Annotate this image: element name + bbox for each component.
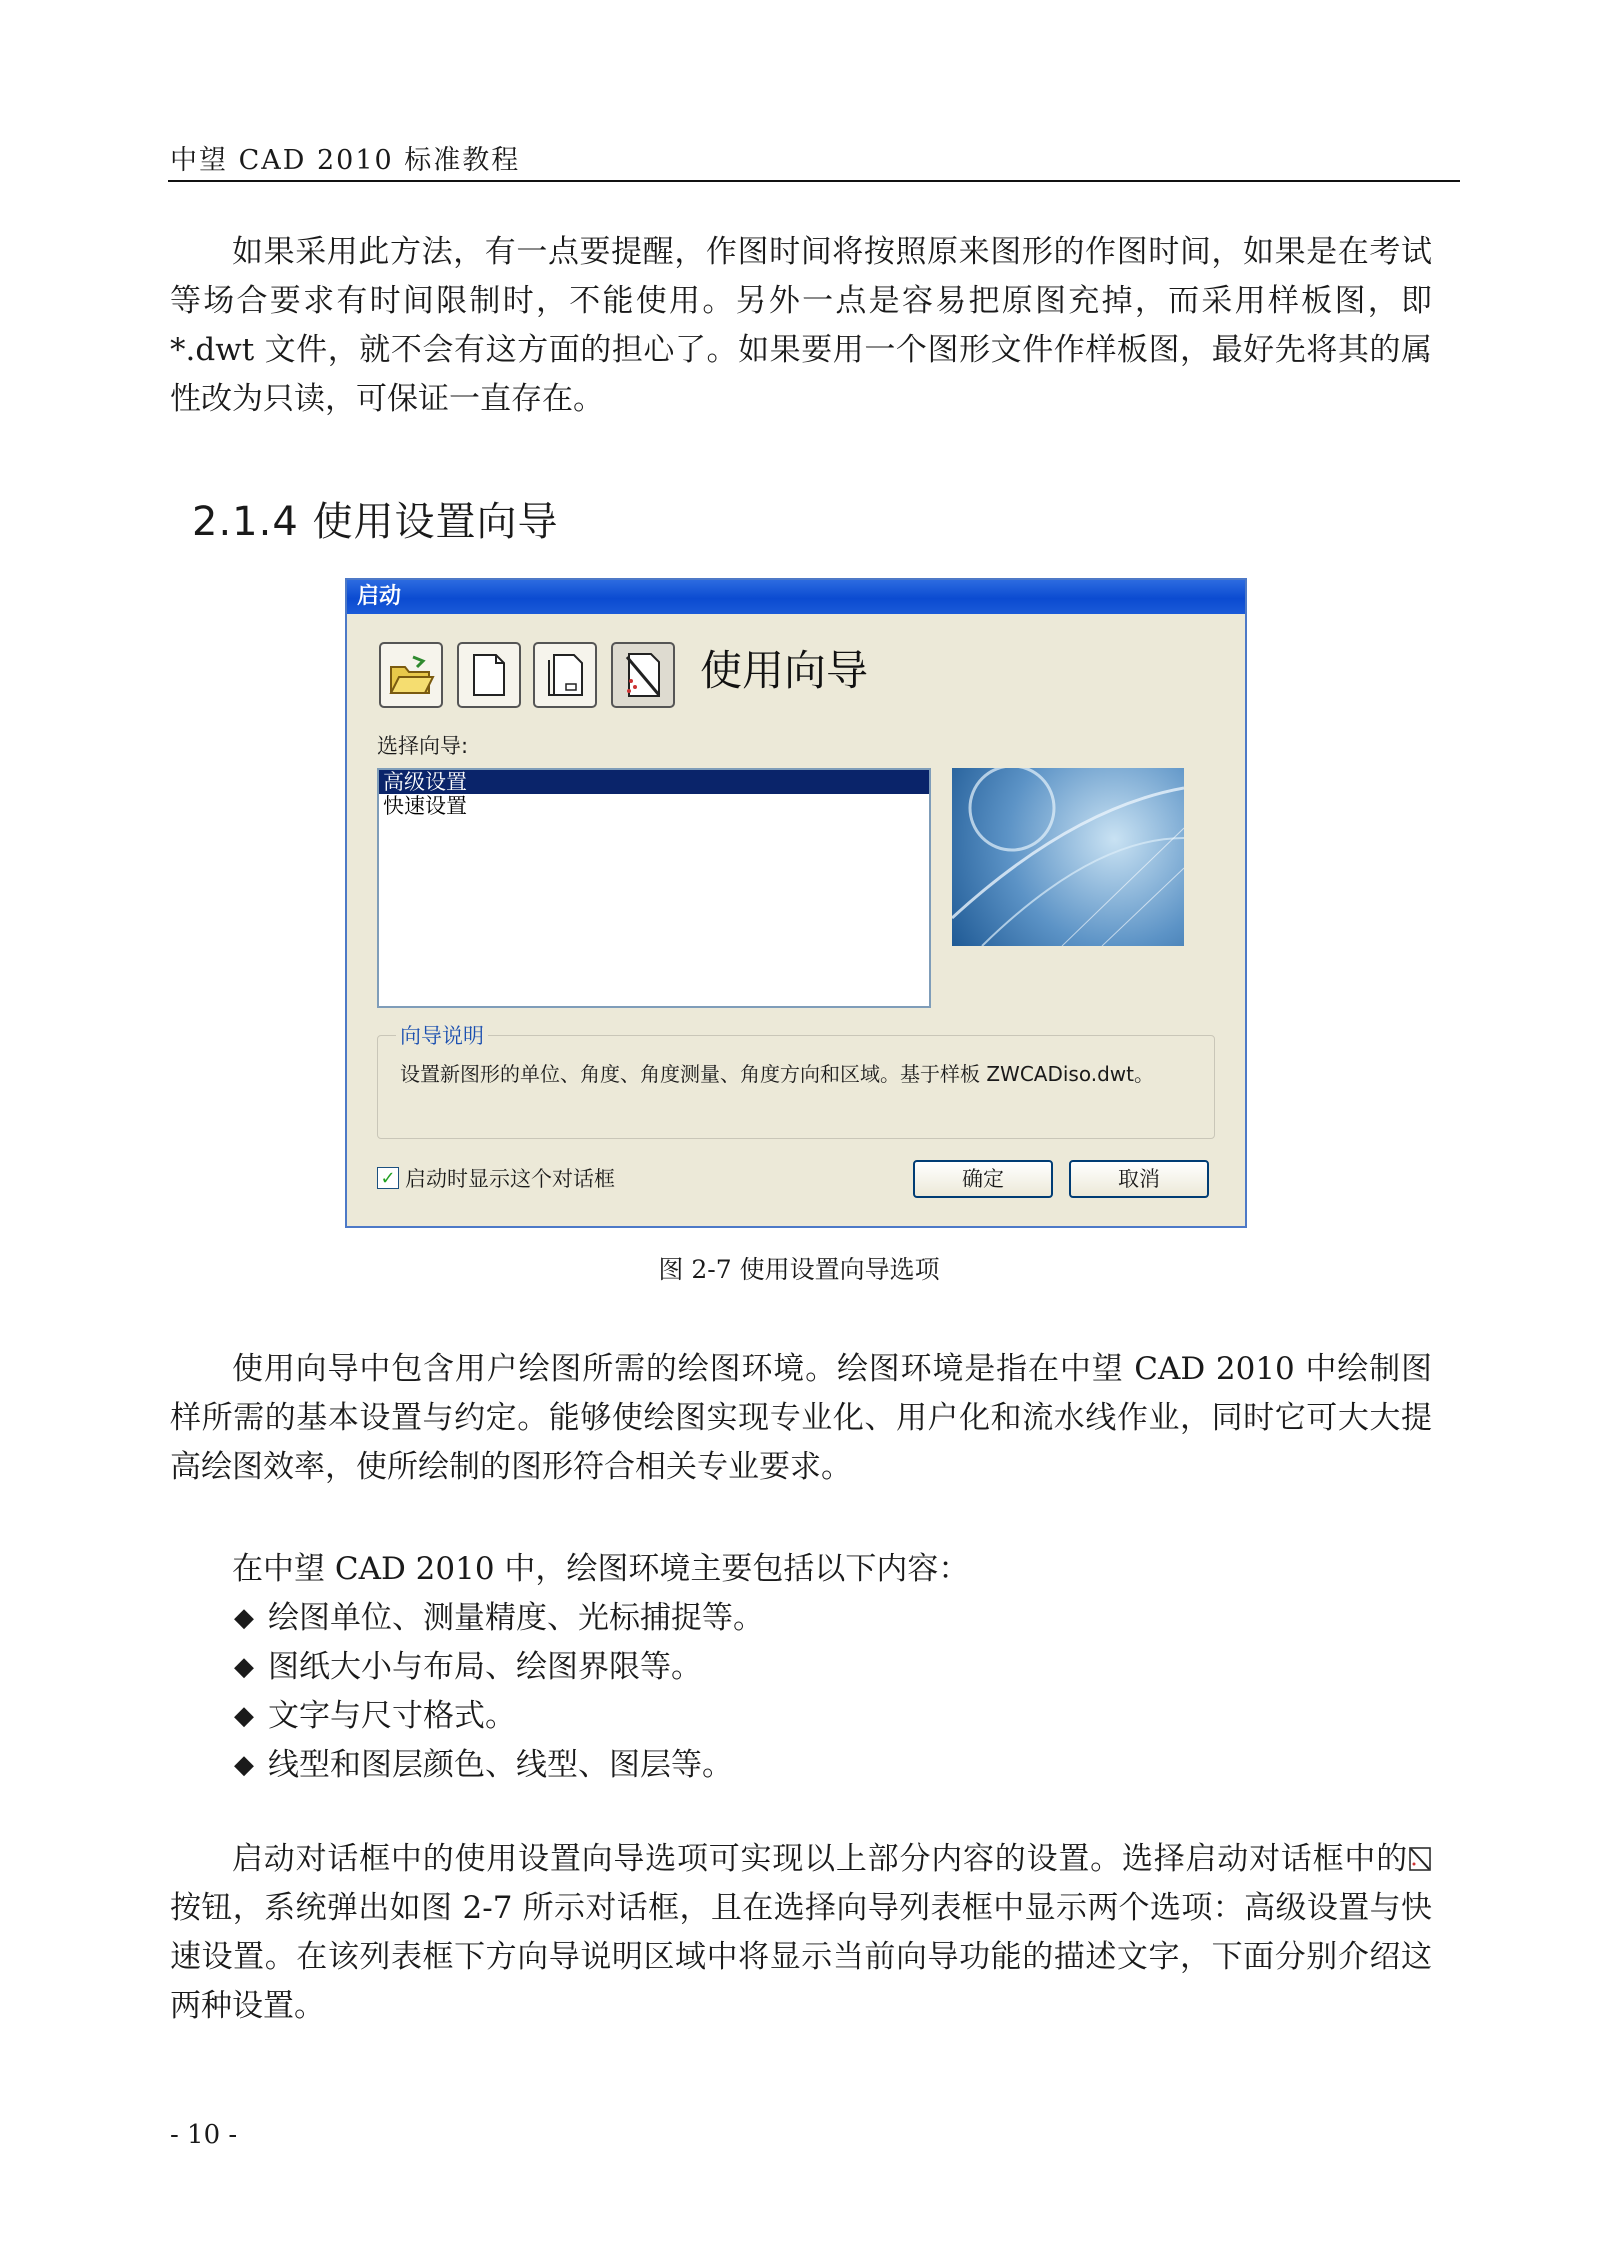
checkmark-icon: ✓	[377, 1167, 399, 1189]
list-item: ◆ 文字与尺寸格式。	[234, 1692, 764, 1741]
dialog-title: 启动	[347, 580, 1245, 614]
paragraph-wizard-environment: 使用向导中包含用户绘图所需的绘图环境。绘图环境是指在中望 CAD 2010 中绘制图样所需的基本设置与约定。能够使绘图实现专业化、用户化和流水线作业，同时它可大大提高绘图效率，使所绘制的图形符合相关专业要求。	[170, 1351, 1432, 1485]
new-blank-drawing-button[interactable]	[457, 642, 521, 708]
description-text: 设置新图形的单位、角度、角度测量、角度方向和区域。基于样板 ZWCADiso.dwt。	[400, 1062, 1154, 1086]
diamond-bullet-icon: ◆	[234, 1603, 254, 1633]
ok-button[interactable]: 确定	[913, 1160, 1053, 1198]
wizard-description-group	[377, 1024, 1215, 1139]
header-rule	[168, 180, 1460, 182]
startup-dialog-screenshot	[345, 578, 1247, 1228]
environment-list	[234, 1594, 764, 1790]
list-item: ◆ 线型和图层颜色、线型、图层等。	[234, 1741, 764, 1790]
wizard-icon	[1408, 1846, 1432, 1872]
use-template-button[interactable]	[533, 642, 597, 708]
page-number: - 10 -	[170, 2120, 238, 2150]
paragraph-wizard-options: 启动对话框中的使用设置向导选项可实现以上部分内容的设置。选择启动对话框中的按钮，系统弹出如图 2-7 所示对话框，且在选择向导列表框中显示两个选项：高级设置与快速设置。在该列表框下方向导说明区域中将显示当前向导功能的描述文字，下面分别介绍这两种设置。	[170, 1841, 1432, 2024]
paragraph-template-tip: 如果采用此方法，有一点要提醒，作图时间将按照原来图形的作图时间，如果是在考试等场合要求有时间限制时，不能使用。另外一点是容易把原图充掉，而采用样板图，即*.dwt 文件，就不会有这方面的担心了。如果要用一个图形文件作样板图，最好先将其的属性改为只读，可保证一直存在。	[170, 234, 1432, 417]
list-item: ◆ 图纸大小与布局、绘图界限等。	[234, 1643, 764, 1692]
open-drawing-button[interactable]	[379, 642, 443, 708]
open-folder-icon	[387, 653, 435, 697]
list-item-advanced-setup[interactable]: 高级设置	[379, 770, 929, 794]
wizard-label: 使用向导	[700, 646, 869, 695]
show-on-startup-checkbox[interactable]	[377, 1163, 615, 1193]
diamond-bullet-icon: ◆	[234, 1652, 254, 1682]
select-wizard-label: 选择向导:	[377, 734, 469, 758]
list-item: ◆ 绘图单位、测量精度、光标捕捉等。	[234, 1594, 764, 1643]
wizard-preview-image	[952, 768, 1184, 946]
show-on-startup-label: 启动时显示这个对话框	[405, 1167, 615, 1191]
cancel-button[interactable]: 取消	[1069, 1160, 1209, 1198]
section-heading: 2.1.4 使用设置向导	[192, 499, 559, 545]
blank-document-icon	[471, 652, 507, 698]
wizard-icon	[621, 651, 665, 699]
figure-caption: 图 2-7 使用设置向导选项	[658, 1255, 940, 1284]
diamond-bullet-icon: ◆	[234, 1750, 254, 1780]
list-intro: 在中望 CAD 2010 中，绘图环境主要包括以下内容：	[232, 1551, 970, 1587]
description-legend: 向导说明	[396, 1020, 488, 1050]
list-item-quick-setup[interactable]: 快速设置	[383, 794, 467, 818]
template-document-icon	[546, 652, 584, 698]
running-header: 中望 CAD 2010 标准教程	[170, 145, 521, 176]
diamond-bullet-icon: ◆	[234, 1701, 254, 1731]
use-wizard-button[interactable]	[611, 642, 675, 708]
wizard-listbox[interactable]	[377, 768, 931, 1008]
